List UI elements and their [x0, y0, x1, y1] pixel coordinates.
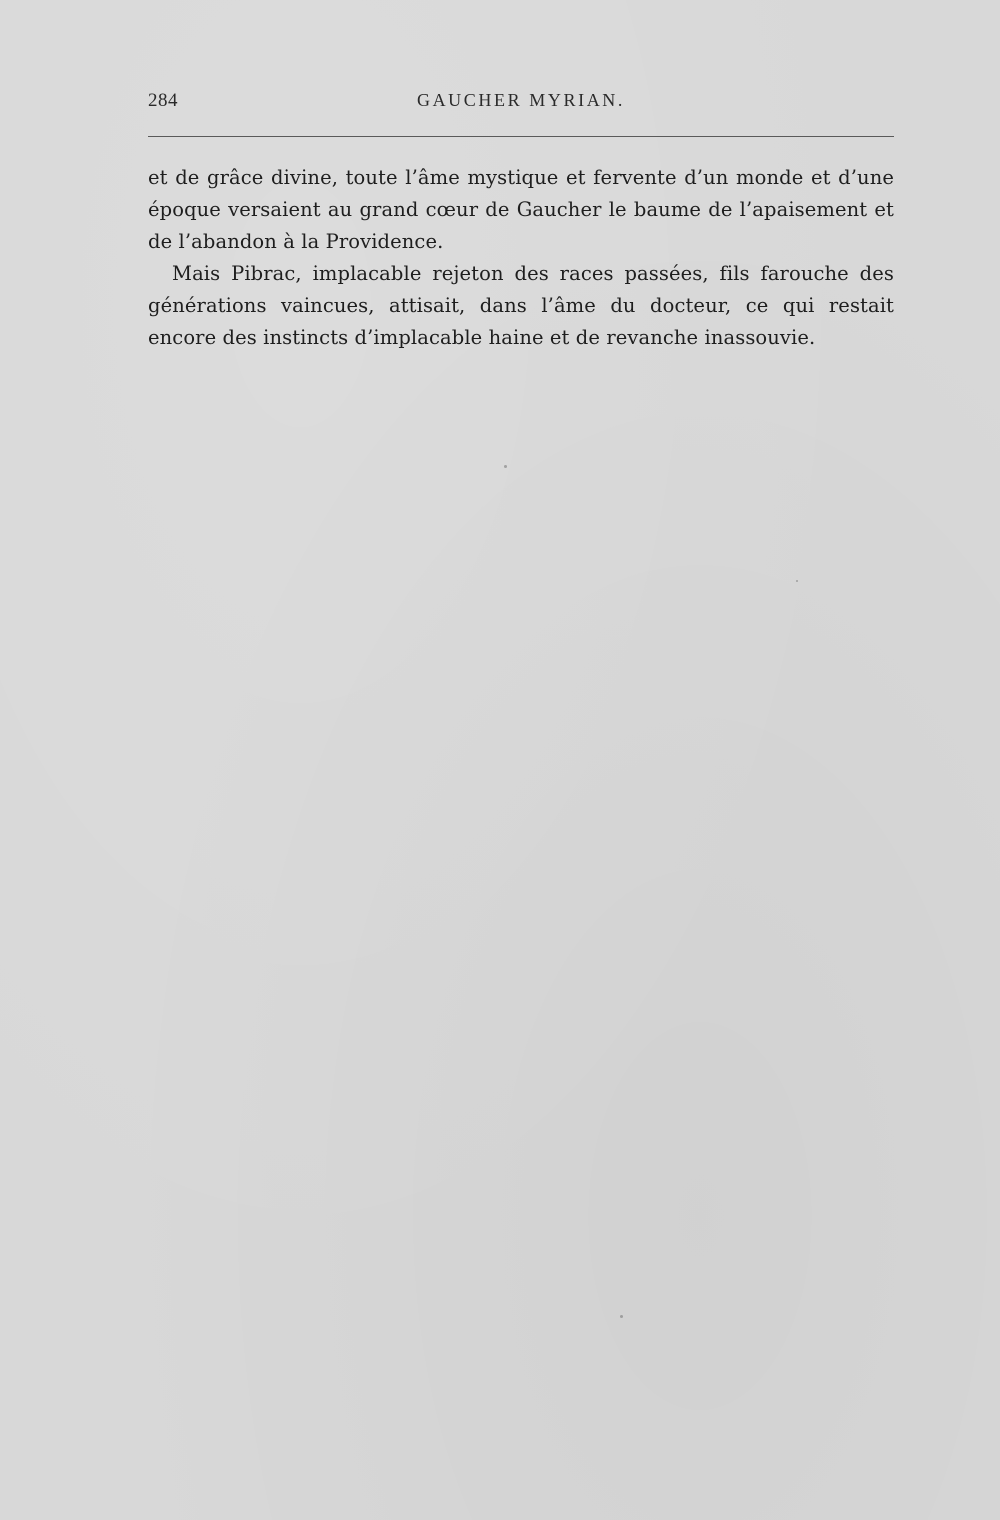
paragraph-1: et de grâce divine, toute l’âme mystique et fervente d’un monde et d’une époque versaient au grand cœur de Gaucher le baume de l’apaisement et de l’abandon à la Providence.	[148, 166, 894, 253]
paragraph-2: Mais Pibrac, implacable rejeton des races passées, fils farouche des générations vaincues, attisait, dans l’âme du docteur, ce qui restait encore des instincts d’implacable haine et de revanche inassouvie.	[148, 262, 894, 349]
paper-speck	[796, 580, 798, 582]
page-header	[148, 90, 894, 120]
paper-speck	[504, 465, 507, 468]
page-number: 284	[148, 90, 178, 111]
header-rule	[148, 136, 894, 137]
running-title: GAUCHER MYRIAN.	[416, 90, 625, 110]
paper-speck	[620, 1315, 623, 1318]
body-text	[148, 162, 894, 354]
